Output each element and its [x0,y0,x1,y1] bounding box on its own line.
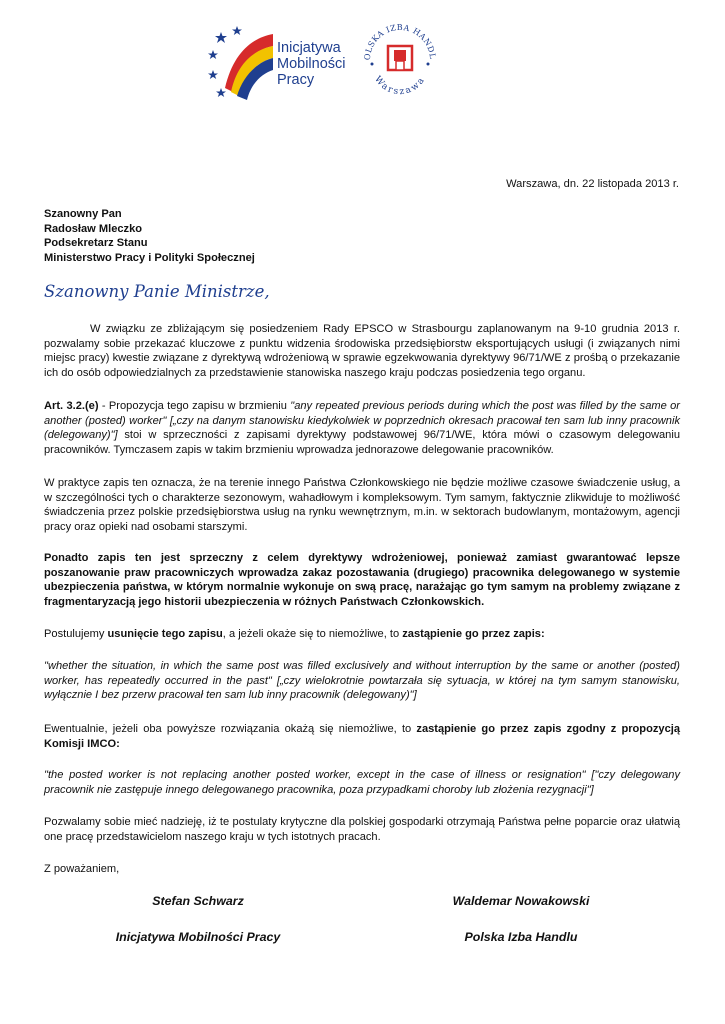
logo-wordmark [277,40,346,88]
svg-text:Warszawa [372,75,428,98]
seal-top-text: OLSKA IZBA HANDL [362,22,438,61]
article-quote: "any repeated previous periods during which the post was filled by the same or another (posted) worker" [„czy na danym stanowisku kiedykolwiek w poprzednich okresach pracował ten sam lub inny pracownik (delegowany)"] [44,400,680,442]
paragraph-postulate: Postulujemy usunięcie tego zapisu, a jeżeli okaże się to niemożliwe, to zastąpienie go przez zapis: [44,628,545,640]
recipient-address [44,207,255,265]
signature-left-org: Inicjatywa Mobilności Pracy [115,930,281,944]
closing: Z poważaniem, [44,863,120,875]
signature-right-name: Waldemar Nowakowski [452,894,590,908]
paragraph-art-3-2-e: Art. 3.2.(e) - Propozycja tego zapisu w brzmieniu "any repeated previous periods during which the post was filled by the same or another (posted) worker" [„czy na danym stanowisku kiedykolwiek w poprzednich okresach pracował ten sam lub inny pracownik (delegowany)"] stoi w sprzeczności z zapisami dyrektywy podstawowej 96/71/WE, która mówi o czasowym delegowaniu pracowników. Tymczasem zapis w takim brzmieniu wprowadza jednorazowe delegowanie pracowników. [44,400,680,456]
stars-swoosh-emblem-icon [207,24,277,106]
shop-building-icon [388,46,412,70]
paragraph-hope: Pozwalamy sobie mieć nadzieję, iż te postulaty krytyczne dla polskiej gospodarki otrzymają Państwa pełne poparcie oraz ułatwią one pracę przedstawicielom naszego kraju w tych istotnych pracach. [44,816,680,843]
paragraph-intro: W związku ze zbliżającym się posiedzeniem Rady EPSCO w Strasbourgu zaplanowanym na 9-10 grudnia 2013 r. pozwalamy sobie przekazać kluczowe z punktu widzenia środowiska przedsiębiorstw eksportujących usługi (i związanych nimi miejsc pracy) kwestie związane z dyrektywą wdrożeniową w sprawie egzekwowania dyrektywy 96/71/WE z prośbą o przekazanie ich do osób odpowiedzialnych za przedstawienie stanowiska naszego kraju podczas posiedzenia tego organu. [44,323,680,379]
salutation: Szanowny Panie Ministrze, [44,282,270,301]
signature-right-org: Polska Izba Handlu [464,930,578,944]
recipient-line-3: Podsekretarz Stanu [44,237,148,250]
logo-line-1: Inicjatywa [277,40,341,56]
paragraph-alternative: Ewentualnie, jeżeli oba powyższe rozwiązania okażą się niemożliwe, to zastąpienie go przez zapis zgodny z propozycją Komisji IMCO: [44,723,681,750]
logo-inicjatywa-mobilnosci-pracy [207,24,347,106]
paragraph-proposed-wording: "whether the situation, in which the same post was filled exclusively and without interruption by the same or another (posted) worker, has repeatedly occurred in the past" [„czy wielokrotnie powtarzała się sytuacja, w której na tym samym stanowisku, wyłącznie I bez przerw pracował ten sam lub inny pracownik (delegowany)"] [44,660,680,702]
paragraph-practice: W praktyce zapis ten oznacza, że na terenie innego Państwa Członkowskiego nie będzie możliwe czasowe świadczenie usług, a w szczególności tych o charakterze sezonowym, wahadłowym i kompleksowym. Tym samym, faktycznie zlikwiduje to możliwość świadczenia przez polskie przedsiębiorstwa usług na rynku wewnętrznym, m.in. w sektorach budowlanym, montażowym, agencji pracy oraz opieki nad osobami starszymi. [44,477,680,533]
paragraph-imco-wording: "the posted worker is not replacing another posted worker, except in the case of illness or resignation" ["czy delegowany pracownik nie zastępuje innego delegowanego pracownika, poza przypadkami choroby lub złożenia rezygnacji"] [44,769,680,796]
logo-polska-izba-handlu [358,18,442,102]
recipient-line-2: Radosław Mleczko [44,222,143,235]
paragraph-contradiction: Ponadto zapis ten jest sprzeczny z celem dyrektywy wdrożeniowej, ponieważ zamiast gwarantować lepsze poszanowanie praw pracowniczych wprowadza zakaz pozostawania (drugiego) pracownika delegowanego w systemie ubezpieczenia państwa, w którym normalnie wykonuje on swą pracę, narażając go tym samym na problemy związane z fragmentaryzacją jego historii ubezpieczenia w różnych Państwach Członkowskich. [44,552,680,608]
article-label: Art. 3.2.(e) [44,400,99,412]
seal-bottom-text: Warszawa [372,74,428,98]
recipient-line-4: Ministerstwo Pracy i Polityki Społecznej [44,251,255,264]
signature-left-name: Stefan Schwarz [152,894,244,908]
logo-line-2: Mobilności [277,56,346,72]
recipient-line-1: Szanowny Pan [44,208,122,220]
letter-date: Warszawa, dn. 22 listopada 2013 r. [506,178,679,190]
logo-line-3: Pracy [277,72,315,88]
